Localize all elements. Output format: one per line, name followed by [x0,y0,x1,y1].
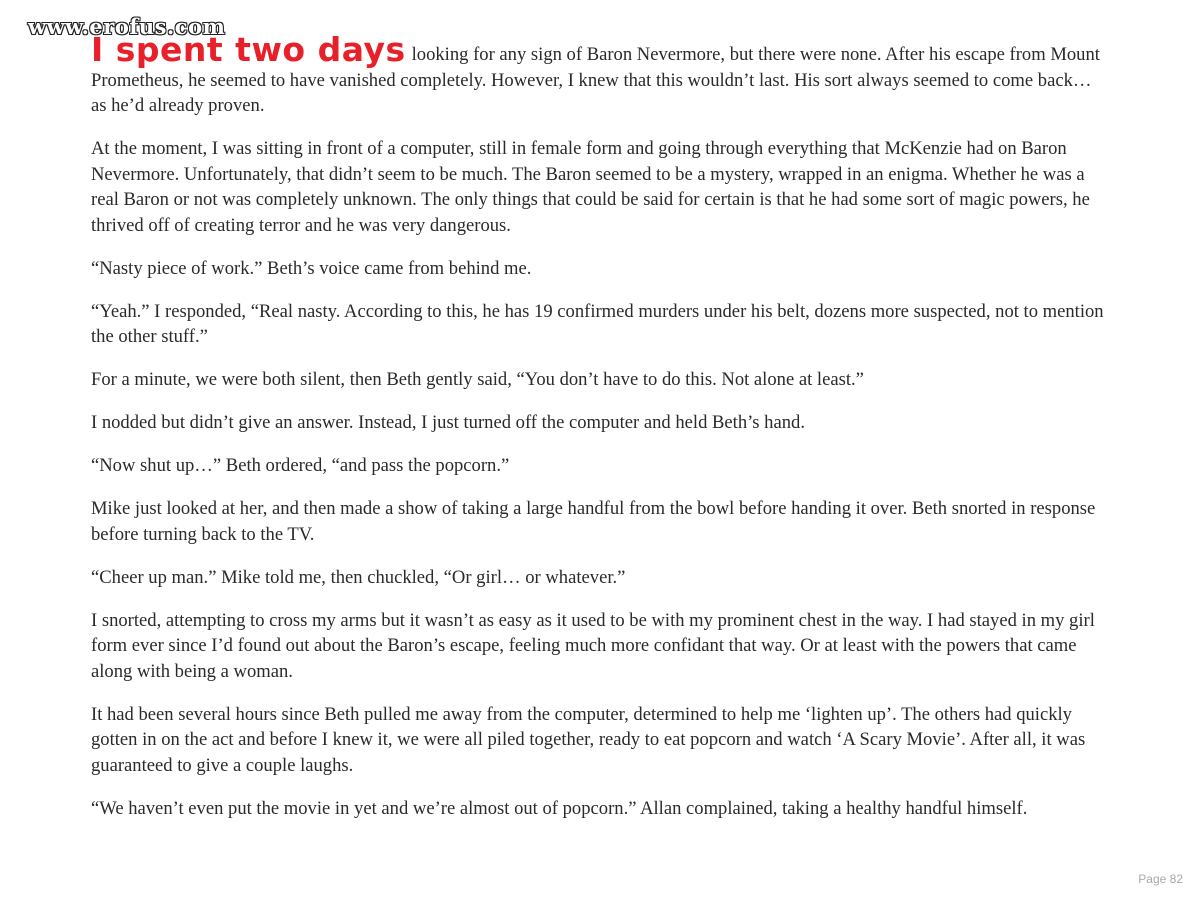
dropcap-heading: I spent two days [91,30,406,69]
paragraph: It had been several hours since Beth pulled me away from the computer, determined to help me ‘lighten up’. The others had quickly gotten in on the act and before I knew it, we were all piled together, ready to eat popcorn and watch ‘A Scary Movie’. After all, it was guaranteed to give a couple laughs. [91,703,1086,776]
page-number: Page 82 [1138,872,1183,886]
paragraph: “We haven’t even put the movie in yet and we’re almost out of popcorn.” Allan complained, taking a healthy handful himself. [91,797,1028,819]
paragraph: At the moment, I was sitting in front of a computer, still in female form and going through everything that McKenzie had on Baron Nevermore. Unfortunately, that didn’t seem to be much. The Baron seemed to be a mystery, wrapped in an enigma. Whether he was a real Baron or not was completely unknown. The only things that could be said for certain is that he had some sort of magic powers, he thrived off of creating terror and he was very dangerous. [91,138,1090,236]
paragraph: “Now shut up…” Beth ordered, “and pass the popcorn.” [91,455,510,476]
paragraph: For a minute, we were both silent, then Beth gently said, “You don’t have to do this. Not alone at least.” [91,369,864,390]
site-watermark: www.erofus.com [28,14,226,39]
paragraph: “Yeah.” I responded, “Real nasty. According to this, he has 19 confirmed murders under his belt, dozens more suspected, not to mention the other stuff.” [91,300,1104,347]
paragraph: I nodded but didn’t give an answer. Instead, I just turned off the computer and held Beth’s hand. [91,412,805,433]
paragraph: Mike just looked at her, and then made a show of taking a large handful from the bowl before handing it over. Beth snorted in response before turning back to the TV. [91,498,1096,545]
paragraph: I snorted, attempting to cross my arms but it wasn’t as easy as it used to be with my prominent chest in the way. I had stayed in my girl form ever since I’d found out about the Baron’s escape, feeling much more confidant that way. Or at least with the powers that came along with being a woman. [91,609,1095,682]
lead-paragraph [91,30,1109,119]
lead-paragraph-text: looking for any sign of Baron Nevermore, but there were none. After his escape from Mount Prometheus, he seemed to have vanished completely. However, I knew that this wouldn’t last. His sort always seemed to come back… as he’d already proven. [91,44,1100,116]
paragraph: “Cheer up man.” Mike told me, then chuckled, “Or girl… or whatever.” [91,566,626,588]
paragraph: “Nasty piece of work.” Beth’s voice came from behind me. [91,257,532,279]
story-text [91,30,1109,839]
